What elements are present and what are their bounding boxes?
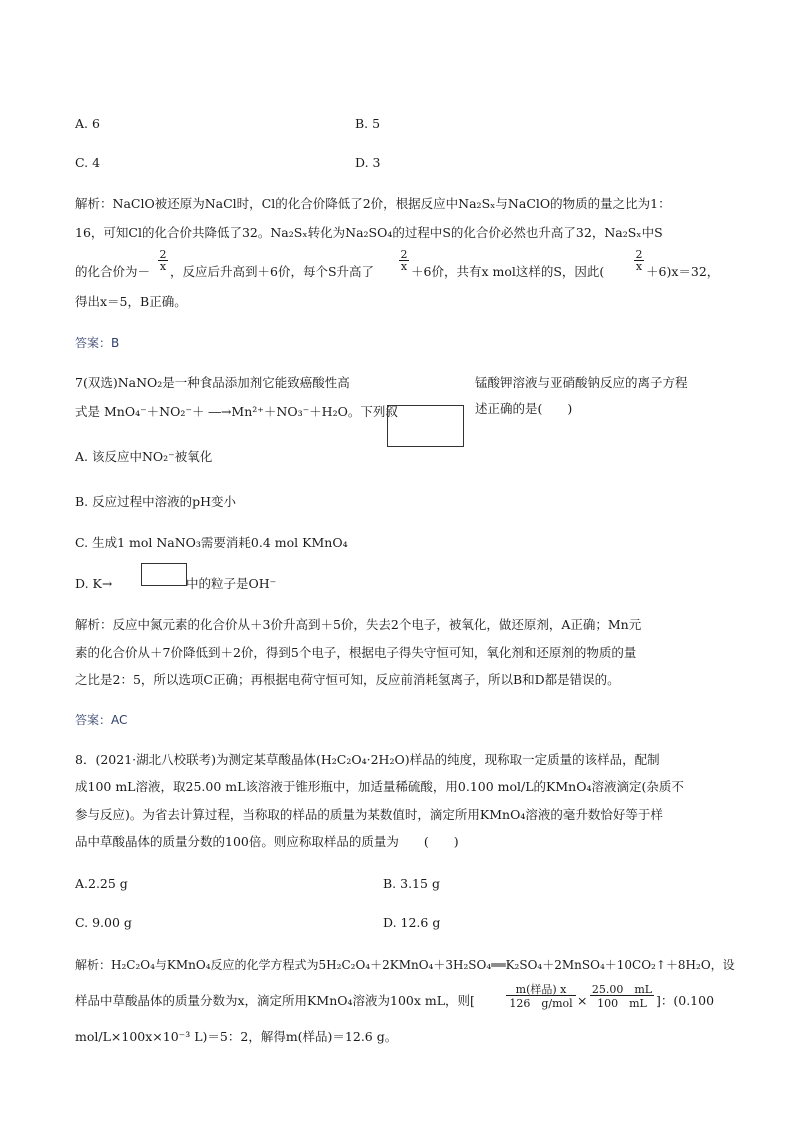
q7-option-d-end: 中的粒子是OH⁻ [186,576,277,591]
q8-stem-line-1: 8．(2021·湖北八校联考)为测定某草酸晶体(H₂C₂O₄·2H₂O)样品的纯度，现称取一定质量的该样品，配制 [75,752,660,767]
q6-option-c: C. 4 [75,155,101,170]
fraction-volume-ratio [590,984,654,1009]
q6-answer: 答案：B [75,336,120,350]
q6-solution-line-3a: 的化合价为－ [75,264,151,279]
q7-solution-line-2: 素的化合价从＋7价降低到＋2价，得到5个电子，根据电子得失守恒可知，氧化剂和还原剂的物质的量 [75,645,637,660]
q7-stem-line-2: 式是 MnO₄⁻＋NO₂⁻＋ ―→Mn²⁺＋NO₃⁻＋H₂O。下列叙 [75,404,398,419]
q7-stem-right-2: 述正确的是( ) [475,401,573,416]
q7-option-a: A. 该反应中NO₂⁻被氧化 [75,449,213,464]
q6-solution-line-3d: ＋6)x＝32， [646,264,720,279]
q8-option-c: C. 9.00 g [75,915,132,930]
fraction-numerator: 25.00 mL [591,983,653,996]
q8-option-b: B. 3.15 g [383,876,440,891]
q6-solution-line-4: 得出x＝5，B正确。 [75,294,187,309]
q7-option-b: B. 反应过程中溶液的pH变小 [75,494,237,509]
fraction-numerator: 2 [400,248,408,261]
blank-box [387,405,464,447]
q8-solution-line-2a: 样品中草酸晶体的质量分数为x，滴定所用KMnO₄溶液为100x mL，则[ [75,993,475,1008]
q8-solution-line-3: mol/L×100x×10⁻³ L)＝5：2，解得m(样品)＝12.6 g。 [75,1029,398,1044]
q8-stem-line-2: 成100 mL溶液，取25.00 mL该溶液于锥形瓶中，加适量稀硫酸，用0.100 mol/L的KMnO₄溶液滴定(杂质不 [75,779,684,794]
fraction-numerator: 2 [159,248,167,261]
q7-stem-line-1: 7(双选)NaNO₂是一种食品添加剂它能致癌酸性高 [75,375,350,390]
q7-option-d-start: D. K→ [75,576,113,591]
fraction-denominator: x [400,260,408,273]
q6-solution-line-3b: ，反应后升高到＋6价，每个S升高了 [170,264,375,279]
q8-option-d: D. 12.6 g [383,915,441,930]
q7-solution-line-3: 之比是2：5，所以选项C正确；再根据电荷守恒可知，反应前消耗氢离子，所以B和D都是错误的。 [75,672,620,687]
q8-solution-line-2b: ]：(0.100 [656,993,715,1008]
q8-stem-line-4: 品中草酸晶体的质量分数的100倍。则应称取样品的质量为 ( ) [75,834,459,849]
q6-solution-line-1: 解析：NaClO被还原为NaCl时，Cl的化合价降低了2价，根据反应中Na₂Sₓ与NaClO的物质的量之比为1： [75,196,671,211]
fraction-2-over-x [399,249,409,272]
fraction-2-over-x [634,249,644,272]
q6-option-d: D. 3 [355,155,381,170]
q6-solution-line-2: 16，可知Cl的化合价共降低了32。Na₂Sₓ转化为Na₂SO₄的过程中S的化合价必然也升高了32，Na₂Sₓ中S [75,225,663,240]
q8-stem-line-3: 参与反应)。为省去计算过程，当称取的样品的质量为某数值时，滴定所用KMnO₄溶液的毫升数恰好等于样 [75,807,663,822]
q8-option-a: A.2.25 g [75,876,128,891]
fraction-sample-mass-over-molar-mass [506,984,576,1009]
fraction-denominator: x [159,260,167,273]
q7-answer: 答案：AC [75,713,128,727]
fraction-denominator: 126 g/mol [506,995,576,1009]
fraction-numerator: m(样品) x [515,983,567,996]
fraction-denominator: x [635,260,643,273]
fraction-numerator: 2 [635,248,643,261]
q6-option-a: A. 6 [75,116,100,131]
blank-box-small [141,563,187,586]
q7-stem-right-1: 锰酸钾溶液与亚硝酸钠反应的离子方程 [475,375,688,390]
q7-solution-line-1: 解析：反应中氮元素的化合价从＋3价升高到＋5价，失去2个电子，被氧化，做还原剂，A正确；Mn元 [75,617,642,632]
fraction-2-over-x [158,249,168,272]
times-sign: × [577,993,588,1008]
fraction-denominator: 100 mL [590,995,654,1009]
q7-option-c: C. 生成1 mol NaNO₃需要消耗0.4 mol KMnO₄ [75,535,348,550]
q6-solution-line-3c: ＋6价，共有x mol这样的S，因此( [411,264,605,279]
q8-solution-line-1: 解析：H₂C₂O₄与KMnO₄反应的化学方程式为5H₂C₂O₄＋2KMnO₄＋3H₂SO₄══K₂SO₄＋2MnSO₄＋10CO₂↑＋8H₂O，设 [75,958,735,972]
q6-option-b: B. 5 [355,116,381,131]
